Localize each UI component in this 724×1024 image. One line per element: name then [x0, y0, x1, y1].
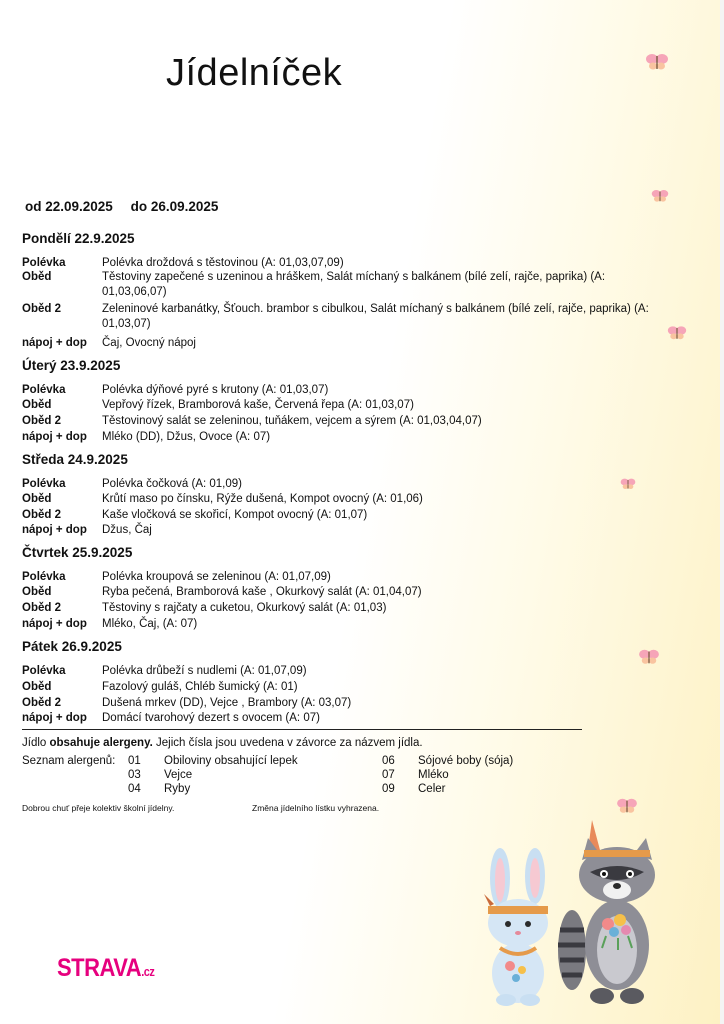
- meal-text: Mléko, Čaj, (A: 07): [102, 618, 198, 630]
- note-part2: Jejich čísla jsou uvedena v závorce za názvem jídla.: [152, 737, 423, 749]
- meal-text: Těstoviny s rajčaty a cuketou, Okurkový salát (A: 01,03): [102, 602, 387, 614]
- meal-row: [22, 508, 672, 523]
- meal-text: Polévka drůbeží s nudlemi (A: 01,07,09): [102, 665, 307, 677]
- meal-label: Polévka: [22, 665, 66, 677]
- meal-row: [22, 711, 672, 726]
- meal-text: Těstovinový salát se zeleninou, tuňákem, vejcem a sýrem (A: 01,03,04,07): [102, 415, 482, 427]
- meal-row: [22, 617, 672, 632]
- allergen-item: [128, 769, 192, 781]
- day-heading: Pondělí 22.9.2025: [22, 231, 135, 246]
- butterfly-icon: [645, 52, 669, 72]
- allergen-item: [128, 755, 298, 767]
- meal-text: Polévka kroupová se zeleninou (A: 01,07,09): [102, 571, 331, 583]
- allergen-item: [128, 783, 190, 795]
- meal-row: [22, 696, 672, 711]
- raccoon-illustration-icon: [552, 820, 672, 1010]
- meal-text: Polévka droždová s těstovinou (A: 01,03,07,09): [102, 257, 344, 269]
- meal-row: [22, 601, 672, 616]
- meal-row: [22, 492, 672, 507]
- day-heading: Čtvrtek 25.9.2025: [22, 545, 133, 560]
- meal-row: [22, 585, 672, 600]
- meal-row: [22, 336, 672, 351]
- footer-greeting: Dobrou chuť přeje kolektiv školní jídelny.: [22, 803, 175, 813]
- allergen-name: Obiloviny obsahující lepek: [164, 755, 298, 767]
- meal-text: Krůtí maso po čínsku, Rýže dušená, Kompot ovocný (A: 01,06): [102, 493, 423, 505]
- meal-label: nápoj + dop: [22, 712, 87, 724]
- meal-label: Oběd: [22, 399, 52, 411]
- meal-row: [22, 680, 672, 695]
- allergen-item: [382, 769, 449, 781]
- meal-label: Oběd 2: [22, 509, 61, 521]
- allergen-item: [382, 783, 445, 795]
- meal-row: [22, 477, 672, 492]
- day-heading: Pátek 26.9.2025: [22, 639, 122, 654]
- meal-text: Dušená mrkev (DD), Vejce , Brambory (A: 03,07): [102, 697, 352, 709]
- meal-text: Fazolový guláš, Chléb šumický (A: 01): [102, 681, 298, 693]
- meal-label: Oběd: [22, 493, 52, 505]
- allergen-list-label: Seznam alergenů:: [22, 755, 116, 767]
- allergen-name: Ryby: [164, 783, 191, 795]
- day-heading: Středa 24.9.2025: [22, 452, 128, 467]
- meal-text: Mléko (DD), Džus, Ovoce (A: 07): [102, 431, 271, 443]
- allergen-code: 03: [128, 769, 141, 781]
- meal-row: [22, 270, 672, 300]
- butterfly-icon: [651, 188, 669, 204]
- meal-text: Domácí tvarohový dezert s ovocem (A: 07): [102, 712, 320, 724]
- butterfly-icon: [620, 477, 636, 491]
- day-heading: Úterý 23.9.2025: [22, 358, 121, 373]
- allergen-note: [22, 737, 423, 749]
- date-range: [25, 199, 232, 214]
- meal-text: Zeleninové karbanátky, Šťouch. brambor s cibulkou, Salát míchaný s balkánem (bílé zelí, rajče, paprika) (A: 01,03,07): [102, 303, 649, 330]
- allergen-name: Sójové boby (sója): [418, 755, 514, 767]
- meal-text: Těstoviny zapečené s uzeninou a hráškem, Salát míchaný s balkánem (bílé zelí, rajče, paprika) (A: 01,03,06,07): [102, 271, 606, 298]
- meal-text: Džus, Čaj: [102, 524, 152, 536]
- allergen-item: [382, 755, 513, 767]
- meal-text: Polévka čočková (A: 01,09): [102, 478, 242, 490]
- logo-suffix: .cz: [141, 965, 155, 980]
- note-bold: obsahuje alergeny.: [49, 737, 153, 749]
- meal-label: Oběd: [22, 681, 52, 693]
- meal-row: [22, 383, 672, 398]
- allergen-name: Vejce: [164, 769, 193, 781]
- meal-text: Ryba pečená, Bramborová kaše , Okurkový salát (A: 01,04,07): [102, 586, 422, 598]
- allergen-code: 01: [128, 755, 141, 767]
- page-edge: [720, 0, 724, 1024]
- allergen-code: 09: [382, 783, 395, 795]
- meal-label: nápoj + dop: [22, 524, 87, 536]
- strava-logo[interactable]: [57, 953, 154, 983]
- meal-label: Polévka: [22, 257, 66, 269]
- divider: [22, 729, 582, 730]
- allergen-name: Celer: [418, 783, 446, 795]
- note-part1: Jídlo: [22, 737, 50, 749]
- meal-label: Oběd 2: [22, 303, 61, 315]
- meal-row: [22, 664, 672, 679]
- allergen-code: 07: [382, 769, 395, 781]
- meal-label: Oběd 2: [22, 602, 61, 614]
- meal-label: nápoj + dop: [22, 431, 87, 443]
- meal-label: Oběd 2: [22, 415, 61, 427]
- meal-label: nápoj + dop: [22, 337, 87, 349]
- allergen-code: 06: [382, 755, 395, 767]
- meal-row: [22, 430, 672, 445]
- footer-disclaimer: Změna jídelního lístku vyhrazena.: [252, 803, 380, 813]
- meal-row: [22, 302, 672, 332]
- meal-text: Čaj, Ovocný nápoj: [102, 337, 196, 349]
- meal-label: Oběd: [22, 271, 52, 283]
- meal-label: Polévka: [22, 478, 66, 490]
- meal-row: [22, 398, 672, 413]
- meal-label: Oběd: [22, 586, 52, 598]
- logo-main: STRAVA: [57, 953, 142, 982]
- allergen-name: Mléko: [418, 769, 449, 781]
- meal-label: Polévka: [22, 571, 66, 583]
- butterfly-icon: [616, 797, 638, 815]
- butterfly-icon: [667, 324, 687, 342]
- allergen-code: 04: [128, 783, 141, 795]
- meal-row: [22, 570, 672, 585]
- date-from: od 22.09.2025: [25, 199, 113, 214]
- meal-label: nápoj + dop: [22, 618, 87, 630]
- meal-text: Kaše vločková se skořicí, Kompot ovocný (A: 01,07): [102, 509, 368, 521]
- butterfly-icon: [638, 648, 660, 666]
- meal-row: [22, 414, 672, 429]
- meal-label: Oběd 2: [22, 697, 61, 709]
- meal-text: Polévka dýňové pyré s krutony (A: 01,03,07): [102, 384, 329, 396]
- meal-row: [22, 523, 672, 538]
- page-title: Jídelníček: [166, 52, 343, 94]
- meal-row: [22, 256, 672, 271]
- meal-label: Polévka: [22, 384, 66, 396]
- meal-text: Vepřový řízek, Bramborová kaše, Červená řepa (A: 01,03,07): [102, 399, 414, 411]
- date-to: do 26.09.2025: [130, 199, 219, 214]
